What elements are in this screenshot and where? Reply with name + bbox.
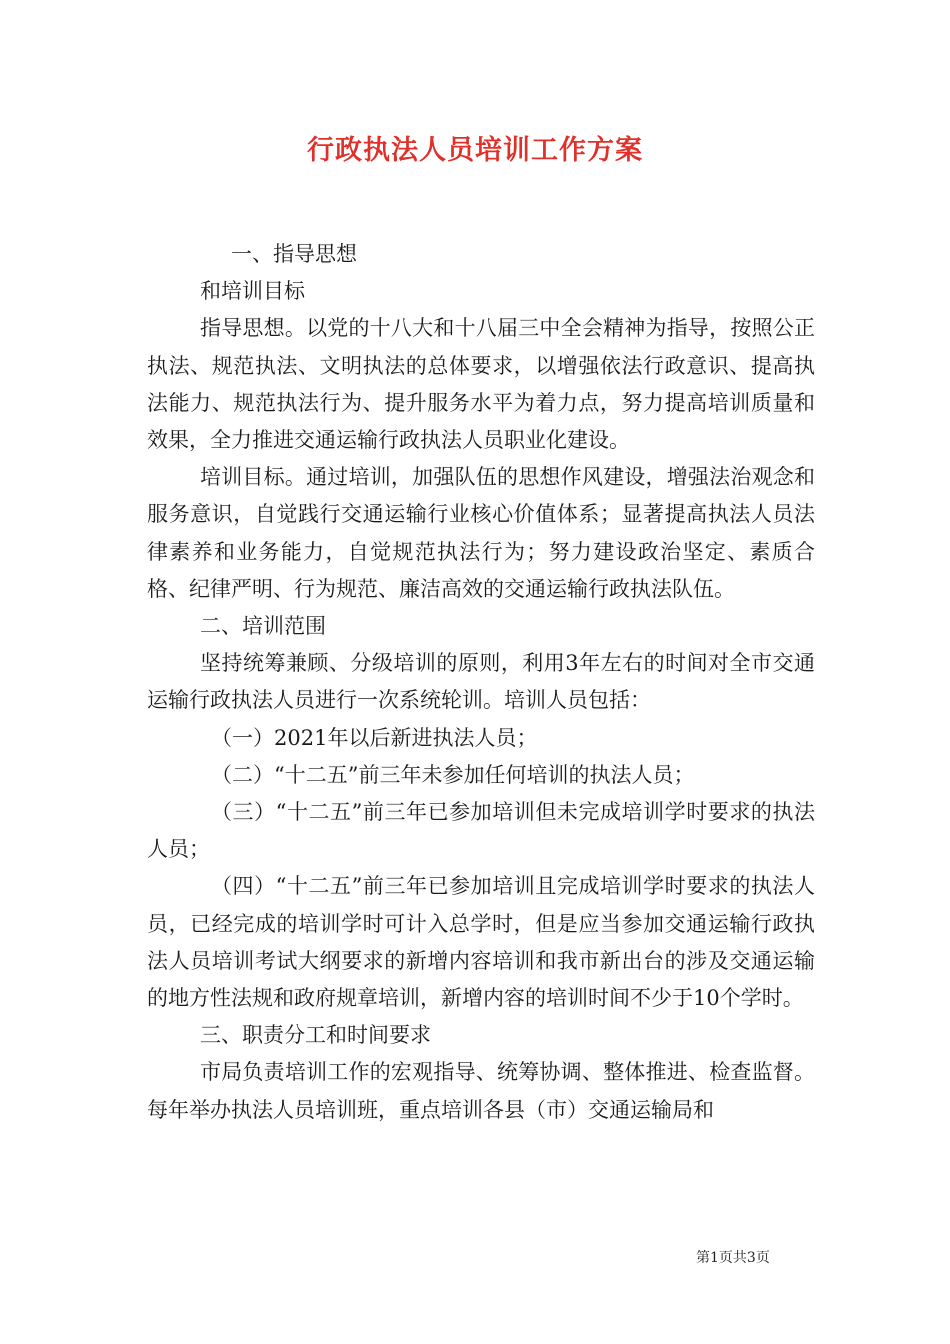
paragraph-guiding-thought: 指导思想。以党的十八大和十八届三中全会精神为指导，按照公正执法、规范执法、文明执法的总体要求，以增强依法行政意识、提高执法能力、规范执法行为、提升服务水平为着力点，努力提高培训质量和效果，全力推进交通运输行政执法人员职业化建设。: [147, 316, 815, 453]
list-item-3: （三）“十二五”前三年已参加培训但未完成培训学时要求的执法人员；: [147, 800, 815, 862]
section-heading-guiding-thought: 一、指导思想: [231, 242, 357, 266]
list-item-4: （四）“十二五”前三年已参加培训且完成培训学时要求的执法人员，已经完成的培训学时可计入总学时，但是应当参加交通运输行政执法人员培训考试大纲要求的新增内容培训和我市新出台的涉及交通运输的地方性法规和政府规章培训，新增内容的培训时间不少于10个学时。: [147, 874, 815, 1011]
paragraph-responsibilities: 市局负责培训工作的宏观指导、统筹协调、整体推进、检查监督。每年举办执法人员培训班，重点培训各县（市）交通运输局和: [147, 1060, 815, 1122]
paragraph-training-goal: 培训目标。通过培训，加强队伍的思想作风建设，增强法治观念和服务意识，自觉践行交通运输行业核心价值体系；显著提高执法人员法律素养和业务能力，自觉规范执法行为；努力建设政治坚定、素质合格、纪律严明、行为规范、廉洁高效的交通运输行政执法队伍。: [147, 465, 815, 601]
document-body: [147, 236, 815, 1129]
document-title: 行政执法人员培训工作方案: [307, 135, 643, 166]
section-heading-training-scope: 二、培训范围: [200, 614, 326, 639]
section-heading-continuation: 和培训目标: [200, 279, 305, 304]
section-heading-responsibilities: 三、职责分工和时间要求: [200, 1023, 431, 1048]
list-item-2: （二）“十二五”前三年未参加任何培训的执法人员；: [211, 762, 695, 787]
list-item-1: （一）2021年以后新进执法人员；: [211, 725, 538, 750]
page-number: 第1页共3页: [696, 1250, 770, 1266]
paragraph-training-scope: 坚持统筹兼顾、分级培训的原则，利用3年左右的时间对全市交通运输行政执法人员进行一次系统轮训。培训人员包括：: [147, 651, 815, 713]
